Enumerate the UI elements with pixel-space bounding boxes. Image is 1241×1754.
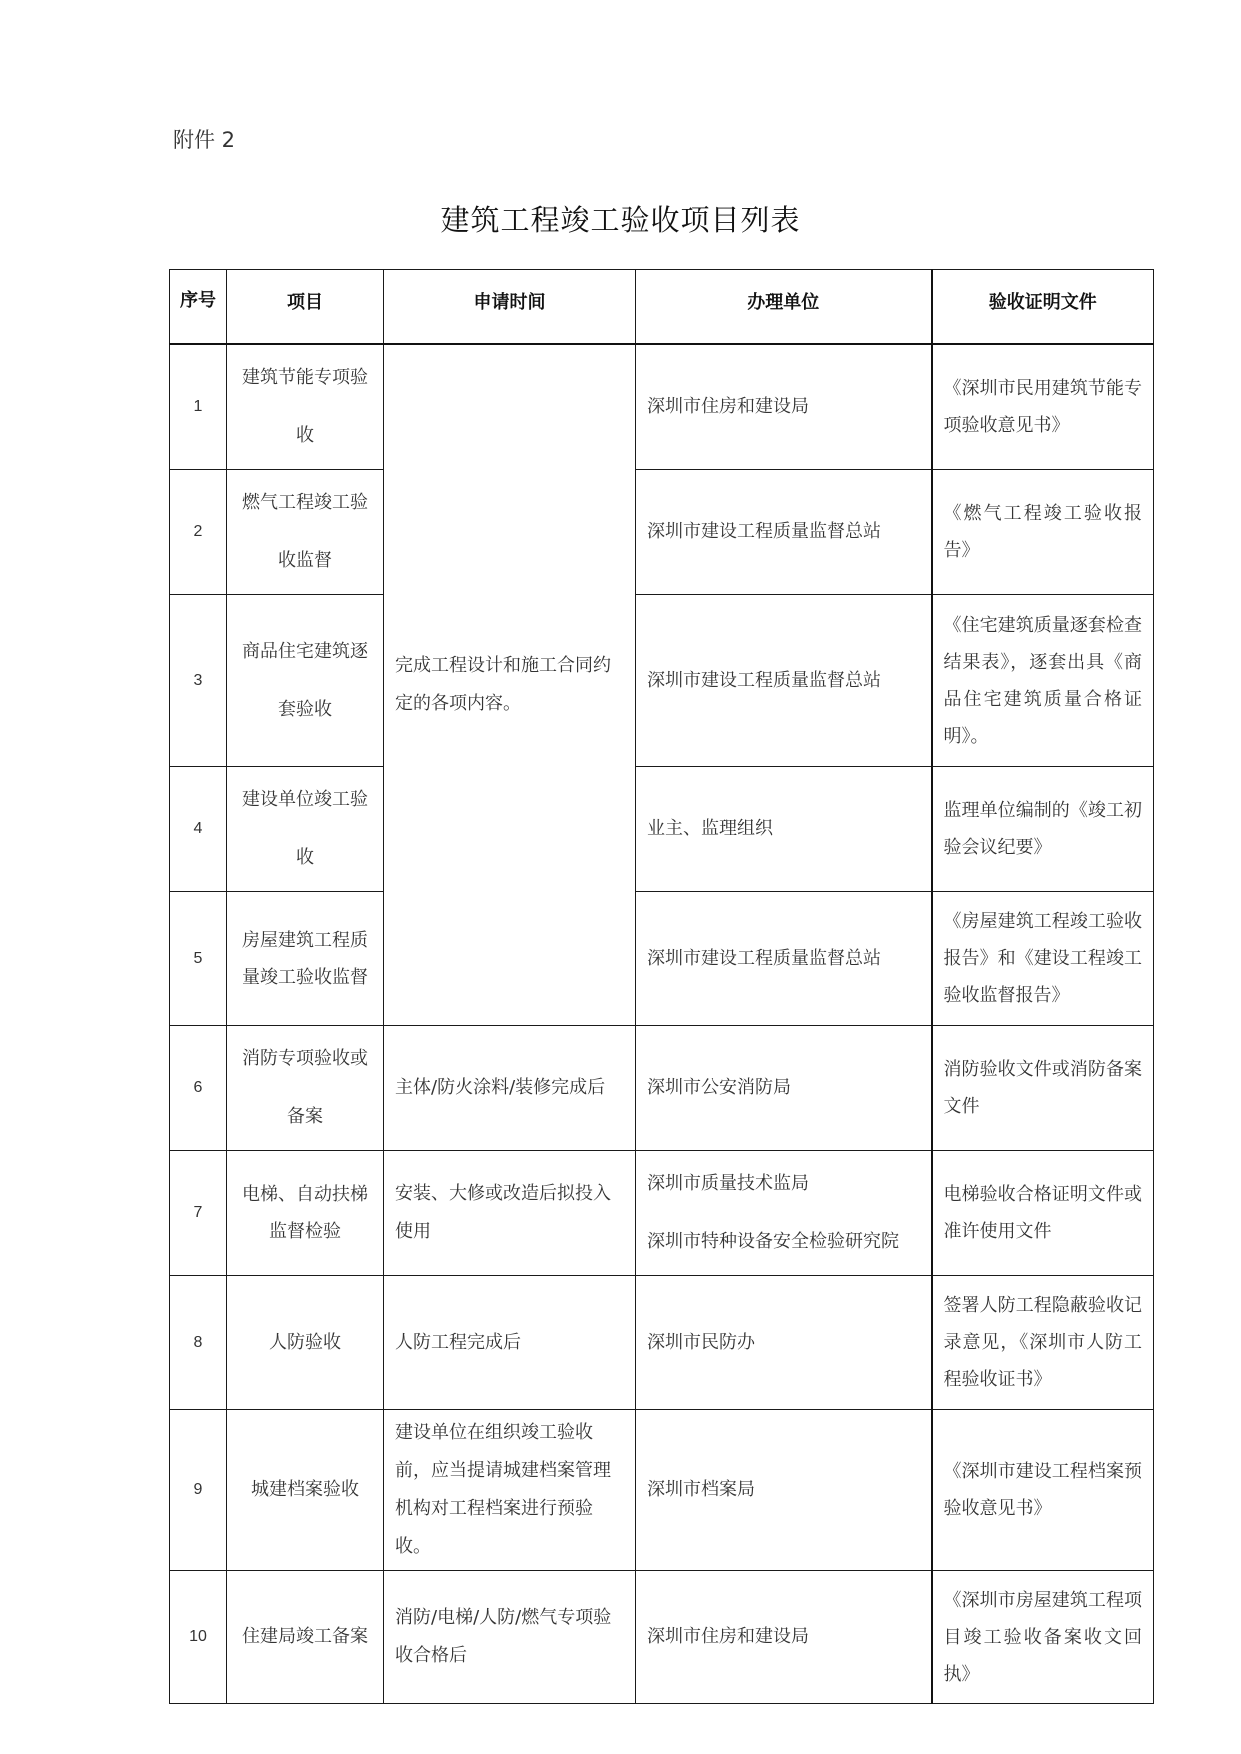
row-office: 业主、监理组织 (636, 767, 932, 892)
row-docs: 电梯验收合格证明文件或准许使用文件 (932, 1151, 1154, 1276)
row-docs: 签署人防工程隐蔽验收记录意见，《深圳市人防工程验收证书》 (932, 1276, 1154, 1410)
row-item: 人防验收 (227, 1276, 384, 1410)
row-docs: 《住宅建筑质量逐套检查结果表》，逐套出具《商品住宅建筑质量合格证明》。 (932, 595, 1154, 767)
row-office: 深圳市民防办 (636, 1276, 932, 1410)
row-docs: 消防验收文件或消防备案文件 (932, 1026, 1154, 1151)
table-row (170, 1410, 1154, 1571)
table-row (170, 767, 1154, 892)
row-office-line: 深圳市特种设备安全检验研究院 (647, 1231, 899, 1252)
row-seq: 3 (170, 595, 227, 767)
row-seq: 4 (170, 767, 227, 892)
row-item: 商品住宅建筑逐套验收 (227, 595, 384, 767)
table-header-row (170, 270, 1154, 345)
row-item: 燃气工程竣工验收监督 (227, 470, 384, 595)
row-apply-time: 人防工程完成后 (384, 1276, 636, 1410)
row-apply-time: 主体/防火涂料/装修完成后 (384, 1026, 636, 1151)
row-apply-time: 安装、大修或改造后拟投入使用 (384, 1151, 636, 1276)
row-item: 消防专项验收或备案 (227, 1026, 384, 1151)
table-row (170, 1276, 1154, 1410)
attachment-label: 附件 2 (173, 128, 236, 152)
row-seq: 9 (170, 1410, 227, 1571)
row-item: 建筑节能专项验收 (227, 344, 384, 470)
row-docs: 《深圳市房屋建筑工程项目竣工验收备案收文回执》 (932, 1571, 1154, 1704)
page-title: 建筑工程竣工验收项目列表 (440, 203, 801, 237)
acceptance-items-table (169, 269, 1154, 1704)
row-docs: 《燃气工程竣工验收报告》 (932, 470, 1154, 595)
row-item: 城建档案验收 (227, 1410, 384, 1571)
row-docs: 《房屋建筑工程竣工验收报告》和《建设工程竣工验收监督报告》 (932, 892, 1154, 1026)
row-seq: 2 (170, 470, 227, 595)
table-row (170, 344, 1154, 470)
row-apply-time: 消防/电梯/人防/燃气专项验收合格后 (384, 1571, 636, 1704)
table-row (170, 470, 1154, 595)
row-office: 深圳市档案局 (636, 1410, 932, 1571)
row-seq: 10 (170, 1571, 227, 1704)
row-seq: 5 (170, 892, 227, 1026)
table-row (170, 595, 1154, 767)
row-office: 深圳市建设工程质量监督总站 (636, 595, 932, 767)
row-apply-time: 建设单位在组织竣工验收前，应当提请城建档案管理机构对工程档案进行预验收。 (384, 1410, 636, 1571)
row-office: 深圳市建设工程质量监督总站 (636, 470, 932, 595)
row-apply-time-shared: 完成工程设计和施工合同约定的各项内容。 (384, 344, 636, 1026)
row-item: 房屋建筑工程质量竣工验收监督 (227, 892, 384, 1026)
row-docs: 《深圳市民用建筑节能专项验收意见书》 (932, 344, 1154, 470)
header-seq: 序号 (170, 270, 227, 345)
row-office: 深圳市住房和建设局 (636, 344, 932, 470)
header-item: 项目 (227, 270, 384, 345)
row-office: 深圳市公安消防局 (636, 1026, 932, 1151)
row-office (636, 1151, 932, 1276)
table-row (170, 1026, 1154, 1151)
table-row (170, 1151, 1154, 1276)
header-docs: 验收证明文件 (932, 270, 1154, 345)
row-item: 建设单位竣工验收 (227, 767, 384, 892)
row-seq: 7 (170, 1151, 227, 1276)
row-item: 电梯、自动扶梯监督检验 (227, 1151, 384, 1276)
header-apply-time: 申请时间 (384, 270, 636, 345)
row-item: 住建局竣工备案 (227, 1571, 384, 1704)
table-row (170, 1571, 1154, 1704)
row-seq: 6 (170, 1026, 227, 1151)
row-office-line: 深圳市质量技术监局 (647, 1173, 809, 1194)
row-seq: 8 (170, 1276, 227, 1410)
row-docs: 监理单位编制的《竣工初验会议纪要》 (932, 767, 1154, 892)
row-docs: 《深圳市建设工程档案预验收意见书》 (932, 1410, 1154, 1571)
row-seq: 1 (170, 344, 227, 470)
header-office: 办理单位 (636, 270, 932, 345)
row-office: 深圳市建设工程质量监督总站 (636, 892, 932, 1026)
row-office: 深圳市住房和建设局 (636, 1571, 932, 1704)
table-row (170, 892, 1154, 1026)
